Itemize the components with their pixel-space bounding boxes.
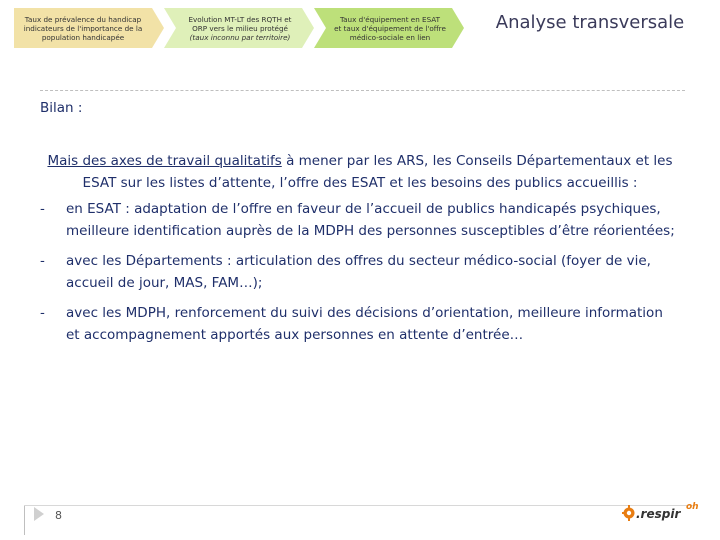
step-3-line-1: Taux d'équipement en ESAT xyxy=(339,14,441,24)
step-1 xyxy=(14,8,164,48)
step-3 xyxy=(314,8,464,48)
step-1-line-1: Taux de prévalence du handicap xyxy=(24,14,142,24)
step-2-italic-line: (taux inconnu par territoire) xyxy=(189,32,291,42)
respir-logo xyxy=(622,503,702,527)
step-2-line-1: Evolution MT-LT des RQTH et xyxy=(188,14,292,24)
bullet-list xyxy=(40,198,680,346)
step-3-text xyxy=(328,8,452,48)
step-2 xyxy=(164,8,314,48)
step-1-text xyxy=(16,8,150,48)
list-item xyxy=(40,302,680,346)
step-1-line-3: population handicapée xyxy=(41,32,125,42)
intro-paragraph xyxy=(40,150,680,194)
list-item xyxy=(40,198,680,242)
logo-text: .respir xyxy=(636,507,681,521)
triangle-right-icon xyxy=(34,507,44,521)
step-3-line-2: et taux d'équipement de l'offre xyxy=(334,23,446,33)
bullet-text: en ESAT : adaptation de l’offre en faveur de l’accueil de publics handicapés psychiques, meilleure identification auprès de la MDPH des personnes susceptibles d’être réorientées; xyxy=(66,201,675,239)
bullet-text: avec les Départements : articulation des offres du secteur médico-social (foyer de vie, accueil de jour, MAS, FAM…); xyxy=(66,253,651,291)
footer-rule xyxy=(24,505,694,506)
slide-title: Analyse transversale xyxy=(495,12,685,33)
step-1-line-2: indicateurs de l'importance de la xyxy=(23,23,143,33)
list-item xyxy=(40,250,680,294)
gear-logo-icon xyxy=(622,505,636,521)
logo-superscript: oh xyxy=(686,502,699,512)
step-3-line-3: médico-sociale en lien xyxy=(349,32,431,42)
bilan-label: Bilan : xyxy=(40,100,83,116)
process-steps xyxy=(14,8,464,48)
bullet-dash: - xyxy=(40,201,45,217)
step-2-line-2: ORP vers le milieu protégé xyxy=(192,23,288,33)
bullet-text: avec les MDPH, renforcement du suivi des décisions d’orientation, meilleure information et accompagnement apportés aux personnes en attente d’entrée… xyxy=(66,305,663,343)
page-number: 8 xyxy=(55,509,62,522)
slide-body xyxy=(40,150,680,354)
bullet-dash: - xyxy=(40,305,45,321)
footer-side-rule xyxy=(24,505,25,535)
bullet-dash: - xyxy=(40,253,45,269)
step-2-text xyxy=(178,8,302,48)
header-divider xyxy=(40,90,685,91)
intro-underlined: Mais des axes de travail qualitatifs xyxy=(47,153,282,169)
intro-rest: à mener par les ARS, les Conseils Départementaux et les ESAT sur les listes d’attente, l’offre des ESAT et les besoins des publics accueillis : xyxy=(82,153,673,191)
